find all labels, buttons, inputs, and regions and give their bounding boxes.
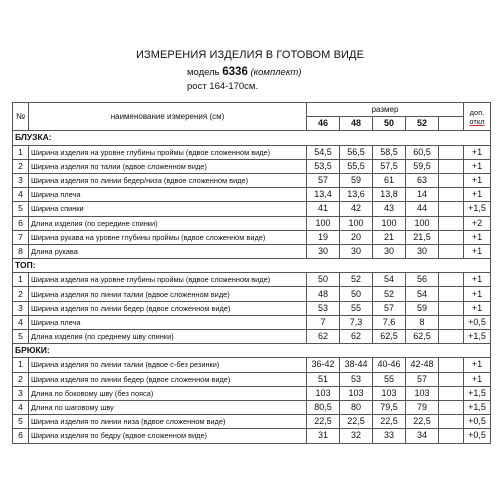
row-number: 1 <box>13 145 29 159</box>
empty-cell <box>439 202 464 216</box>
size-value: 43 <box>373 202 406 216</box>
section-row <box>13 259 491 273</box>
size-value: 44 <box>406 202 439 216</box>
size-value: 14 <box>406 188 439 202</box>
size-value: 53 <box>307 301 340 315</box>
size-value: 79,5 <box>373 400 406 414</box>
row-number: 6 <box>13 216 29 230</box>
size-value: 60,5 <box>406 145 439 159</box>
header-size-label: размер <box>307 103 464 117</box>
table-row <box>13 429 491 443</box>
size-value: 54,5 <box>307 145 340 159</box>
tolerance-value: +1 <box>464 145 491 159</box>
empty-cell <box>439 173 464 187</box>
tolerance-value: +1,5 <box>464 400 491 414</box>
row-number: 2 <box>13 287 29 301</box>
size-value: 22,5 <box>406 415 439 429</box>
table-row <box>13 372 491 386</box>
tolerance-value: +1 <box>464 287 491 301</box>
size-value: 56,5 <box>340 145 373 159</box>
size-value: 100 <box>340 216 373 230</box>
size-value: 54 <box>373 273 406 287</box>
empty-cell <box>439 415 464 429</box>
size-value: 80,5 <box>307 400 340 414</box>
size-value: 58,5 <box>373 145 406 159</box>
tolerance-value: +1 <box>464 188 491 202</box>
row-number: 8 <box>13 244 29 258</box>
empty-cell <box>439 358 464 372</box>
size-value: 30 <box>340 244 373 258</box>
size-value: 59 <box>406 301 439 315</box>
empty-cell <box>439 287 464 301</box>
size-value: 7,3 <box>340 315 373 329</box>
row-number: 4 <box>13 315 29 329</box>
row-number: 3 <box>13 386 29 400</box>
size-value: 100 <box>406 216 439 230</box>
measurement-name: Ширина спинки <box>29 202 307 216</box>
measurement-name: Ширина изделия по талии (вдвое сложенном виде) <box>29 159 307 173</box>
size-value: 53 <box>340 372 373 386</box>
tolerance-value: +1 <box>464 358 491 372</box>
table-row <box>13 330 491 344</box>
measurement-name: Ширина плеча <box>29 188 307 202</box>
row-number: 2 <box>13 372 29 386</box>
tolerance-value: +1,5 <box>464 202 491 216</box>
table-row <box>13 216 491 230</box>
size-value: 41 <box>307 202 340 216</box>
tolerance-value: +0,5 <box>464 429 491 443</box>
size-value: 53,5 <box>307 159 340 173</box>
size-value: 21 <box>373 230 406 244</box>
table-row <box>13 301 491 315</box>
size-value: 56 <box>406 273 439 287</box>
measurement-name: Длина изделия (по среднему шву спинки) <box>29 330 307 344</box>
row-number: 7 <box>13 230 29 244</box>
row-number: 1 <box>13 358 29 372</box>
row-number: 3 <box>13 173 29 187</box>
measurement-name: Ширина изделия по линии талии (вдвое с-без резинки) <box>29 358 307 372</box>
size-value: 13,4 <box>307 188 340 202</box>
size-value: 32 <box>340 429 373 443</box>
document-title: ИЗМЕРЕНИЯ ИЗДЕЛИЯ В ГОТОВОМ ВИДЕ <box>135 49 365 61</box>
measurement-name: Ширина изделия по линии талии (вдвое сложенном виде) <box>29 287 307 301</box>
measurement-name: Ширина изделия по линии бедер (вдвое сложенном виде) <box>29 372 307 386</box>
table-row <box>13 415 491 429</box>
size-value: 48 <box>307 287 340 301</box>
tolerance-value: +1,5 <box>464 330 491 344</box>
measurement-name: Ширина изделия по бедру (вдвое сложенном виде) <box>29 429 307 443</box>
empty-cell <box>439 273 464 287</box>
section-row <box>13 344 491 358</box>
row-number: 6 <box>13 429 29 443</box>
size-value: 42-48 <box>406 358 439 372</box>
empty-cell <box>439 429 464 443</box>
tolerance-value: +1,5 <box>464 386 491 400</box>
header-tolerance <box>464 103 491 131</box>
size-value: 55 <box>340 301 373 315</box>
table-row <box>13 188 491 202</box>
measurement-name: Ширина изделия по линии бедер/низа (вдвое сложенном виде) <box>29 173 307 187</box>
model-label: модель <box>187 67 220 78</box>
size-value: 59,5 <box>406 159 439 173</box>
size-value: 62 <box>307 330 340 344</box>
measurement-name: Ширина изделия на уровне глубины проймы (вдвое сложенном виде) <box>29 145 307 159</box>
row-number: 5 <box>13 202 29 216</box>
size-value: 103 <box>340 386 373 400</box>
measurement-name: Длина по шаговому шву <box>29 400 307 414</box>
size-value: 7 <box>307 315 340 329</box>
size-value: 103 <box>373 386 406 400</box>
size-value: 31 <box>307 429 340 443</box>
measurement-name: Длина изделия (по середине спинки) <box>29 216 307 230</box>
measurements-table <box>12 102 491 444</box>
model-note: (комплект) <box>250 67 302 78</box>
empty-cell <box>439 145 464 159</box>
size-value: 61 <box>373 173 406 187</box>
table-row <box>13 230 491 244</box>
row-number: 4 <box>13 188 29 202</box>
measurement-name: Длина по боковому шву (без пояса) <box>29 386 307 400</box>
size-value: 21,5 <box>406 230 439 244</box>
size-value: 103 <box>406 386 439 400</box>
size-value: 57 <box>406 372 439 386</box>
size-value: 52 <box>340 273 373 287</box>
measurement-name: Ширина изделия по линии бедер (вдвое сложенном виде) <box>29 301 307 315</box>
tolerance-value: +2 <box>464 216 491 230</box>
size-value: 19 <box>307 230 340 244</box>
empty-cell <box>439 216 464 230</box>
size-value: 50 <box>340 287 373 301</box>
section-row <box>13 131 491 145</box>
height-line: рост 164-170см. <box>187 81 259 92</box>
tolerance-value: +0,5 <box>464 315 491 329</box>
table-row <box>13 315 491 329</box>
size-value: 30 <box>406 244 439 258</box>
size-value: 80 <box>340 400 373 414</box>
size-value: 13,6 <box>340 188 373 202</box>
row-number: 5 <box>13 415 29 429</box>
row-number: 2 <box>13 159 29 173</box>
size-value: 103 <box>307 386 340 400</box>
size-value: 50 <box>307 273 340 287</box>
size-value: 8 <box>406 315 439 329</box>
empty-cell <box>439 230 464 244</box>
size-value: 22,5 <box>340 415 373 429</box>
table-row <box>13 145 491 159</box>
tolerance-value: +1 <box>464 173 491 187</box>
row-number: 3 <box>13 301 29 315</box>
size-value: 22,5 <box>307 415 340 429</box>
empty-cell <box>439 330 464 344</box>
measurement-name: Ширина плеча <box>29 315 307 329</box>
size-value: 100 <box>307 216 340 230</box>
table-row <box>13 386 491 400</box>
measurement-name: Ширина рукава на уровне глубины проймы (вдвое сложенном виде) <box>29 230 307 244</box>
size-value: 55 <box>373 372 406 386</box>
table-row <box>13 173 491 187</box>
empty-cell <box>439 400 464 414</box>
empty-cell <box>439 301 464 315</box>
tolerance-value: +1 <box>464 159 491 173</box>
size-value: 22,5 <box>373 415 406 429</box>
tolerance-value: +1 <box>464 372 491 386</box>
size-value: 30 <box>307 244 340 258</box>
empty-cell <box>439 244 464 258</box>
row-number: 1 <box>13 273 29 287</box>
tolerance-value: +1 <box>464 301 491 315</box>
tolerance-value: +0,5 <box>464 415 491 429</box>
size-value: 30 <box>373 244 406 258</box>
header-size-spacer <box>439 117 464 131</box>
size-value: 36-42 <box>307 358 340 372</box>
table-row <box>13 400 491 414</box>
size-value: 38-44 <box>340 358 373 372</box>
size-value: 54 <box>406 287 439 301</box>
size-value: 59 <box>340 173 373 187</box>
table-row <box>13 287 491 301</box>
size-value: 62,5 <box>406 330 439 344</box>
table-row <box>13 202 491 216</box>
size-value: 7,6 <box>373 315 406 329</box>
table-row <box>13 273 491 287</box>
size-value: 52 <box>373 287 406 301</box>
size-value: 42 <box>340 202 373 216</box>
empty-cell <box>439 386 464 400</box>
empty-cell <box>439 159 464 173</box>
empty-cell <box>439 372 464 386</box>
measurement-name: Ширина изделия на уровне глубины проймы (вдвое сложенном виде) <box>29 273 307 287</box>
size-value: 100 <box>373 216 406 230</box>
tolerance-label-2: откл <box>469 116 485 126</box>
size-value: 40-46 <box>373 358 406 372</box>
section-title: БЛУЗКА: <box>13 131 491 145</box>
tolerance-value: +1 <box>464 273 491 287</box>
empty-cell <box>439 315 464 329</box>
table-row <box>13 159 491 173</box>
table-row <box>13 358 491 372</box>
tolerance-value: +1 <box>464 244 491 258</box>
section-title: ТОП: <box>13 259 491 273</box>
size-value: 62 <box>340 330 373 344</box>
tolerance-value: +1 <box>464 230 491 244</box>
size-value: 34 <box>406 429 439 443</box>
model-number: 6336 <box>222 66 248 78</box>
size-value: 33 <box>373 429 406 443</box>
size-value: 62,5 <box>373 330 406 344</box>
size-value: 63 <box>406 173 439 187</box>
size-value: 57,5 <box>373 159 406 173</box>
header-name: наименование измерения (см) <box>29 103 307 131</box>
row-number: 5 <box>13 330 29 344</box>
table-body <box>13 103 491 444</box>
measurement-name: Длина рукава <box>29 244 307 258</box>
section-title: БРЮКИ: <box>13 344 491 358</box>
header-size-46: 46 <box>307 117 340 131</box>
size-value: 13,8 <box>373 188 406 202</box>
row-number: 4 <box>13 400 29 414</box>
header-row <box>13 103 491 117</box>
empty-cell <box>439 188 464 202</box>
header-size-52: 52 <box>406 117 439 131</box>
tolerance-label-1: доп. <box>469 107 485 117</box>
table-row <box>13 244 491 258</box>
size-value: 57 <box>373 301 406 315</box>
header-size-48: 48 <box>340 117 373 131</box>
size-value: 20 <box>340 230 373 244</box>
size-value: 57 <box>307 173 340 187</box>
model-line <box>187 66 301 78</box>
measurement-name: Ширина изделия по линии низа (вдвое сложенном виде) <box>29 415 307 429</box>
size-value: 79 <box>406 400 439 414</box>
size-value: 51 <box>307 372 340 386</box>
header-no: № <box>13 103 29 131</box>
size-value: 55,5 <box>340 159 373 173</box>
header-size-50: 50 <box>373 117 406 131</box>
